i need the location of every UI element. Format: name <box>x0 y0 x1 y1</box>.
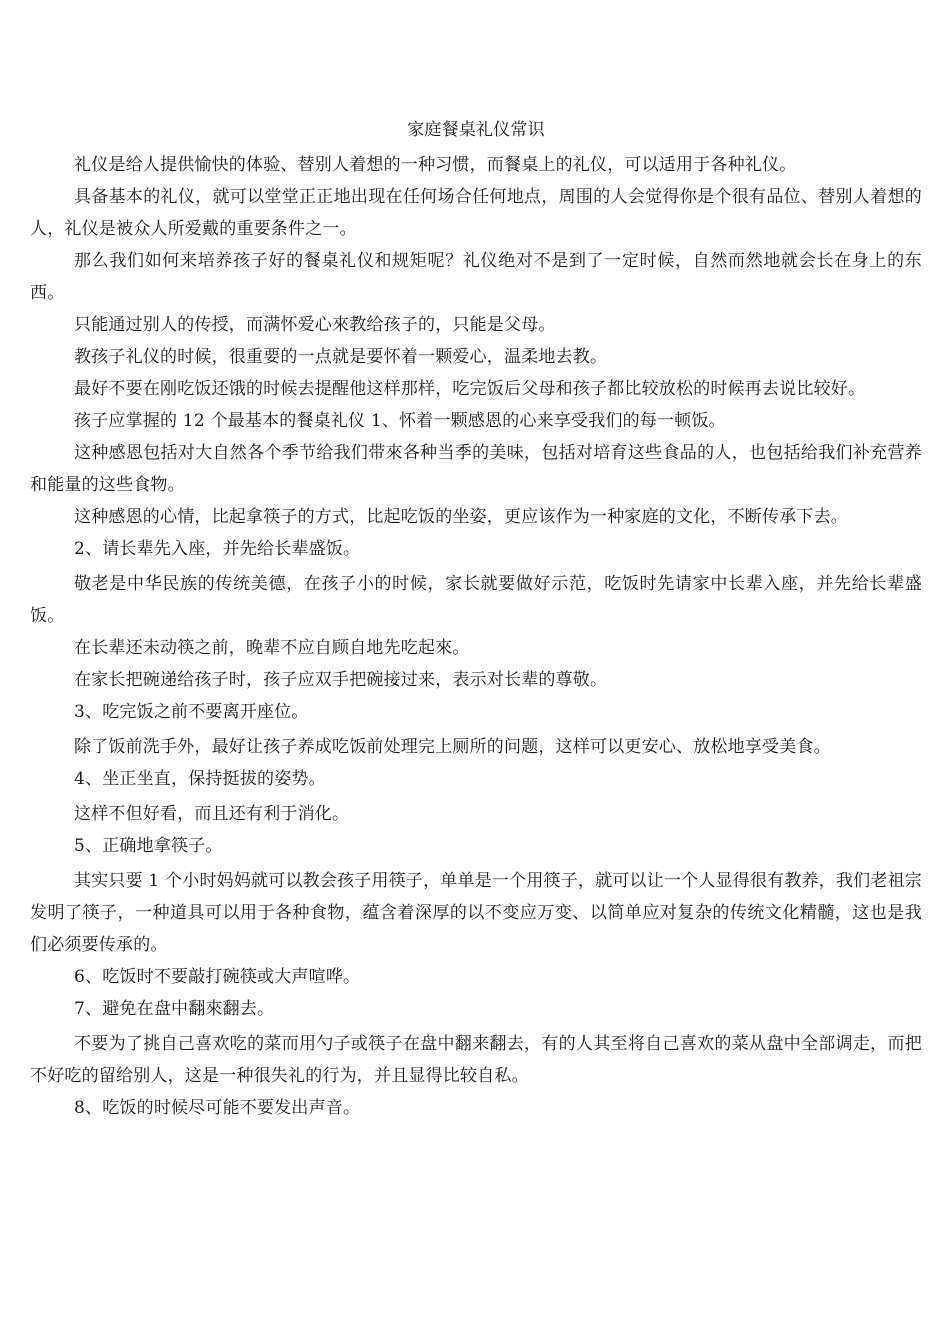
section-heading: 8、吃饭的时候尽可能不要发出声音。 <box>74 1098 361 1118</box>
section-heading: 4、坐正坐直，保持挺拔的姿势。 <box>74 769 326 789</box>
section-heading: 7、避免在盘中翻來翻去。 <box>74 999 275 1019</box>
paragraph: 那么我们如何来培养孩子好的餐桌礼仪和规矩呢？礼仪绝对不是到了一定时候，自然而然地就会长在身上的东西。 <box>30 251 922 303</box>
section-heading: 3、吃完饭之前不要离开座位。 <box>74 702 309 722</box>
paragraph: 除了饭前洗手外，最好让孩子养成吃饭前处理完上厕所的问题，这样可以更安心、放松地享受美食。 <box>74 737 831 757</box>
paragraph: 这样不但好看，而且还有利于消化。 <box>74 804 350 824</box>
section-heading: 5、正确地拿筷子。 <box>74 836 223 856</box>
paragraph: 这种感恩的心情，比起拿筷子的方式，比起吃饭的坐姿，更应该作为一种家庭的文化，不断传承下去。 <box>74 507 848 527</box>
paragraph: 这种感恩包括对大自然各个季节给我们带來各种当季的美味，包括对培育这些食品的人，也包括给我们补充营养和能量的这些食物。 <box>30 443 922 495</box>
paragraph: 其实只要 1 个小时妈妈就可以教会孩子用筷子，单单是一个用筷子，就可以让一个人显得很有教养，我们老祖宗发明了筷子，一种道具可以用于各种食物，蕴含着深厚的以不变应万变、以简单应对复杂的传统文化精髓，这也是我们必须要传承的。 <box>30 871 922 955</box>
section-heading: 2、请长辈先入座，并先给长辈盛饭。 <box>74 539 361 559</box>
paragraph: 只能通过别人的传授，而满怀爱心來教给孩子的，只能是父母。 <box>74 315 556 335</box>
paragraph: 具备基本的礼仪，就可以堂堂正正地出现在任何场合任何地点，周围的人会觉得你是个很有品位、替别人着想的人，礼仪是被众人所爱戴的重要条件之一。 <box>30 187 922 239</box>
paragraph: 在长辈还未动筷之前，晚辈不应自顾自地先吃起來。 <box>74 638 470 658</box>
paragraph: 礼仪是给人提供愉快的体验、替别人着想的一种习惯，而餐桌上的礼仪，可以适用于各种礼仪。 <box>74 155 797 175</box>
document-page <box>30 114 922 1124</box>
section-heading: 6、吃饭时不要敲打碗筷或大声喧哗。 <box>74 967 361 987</box>
paragraph: 孩子应掌握的 12 个最基本的餐桌礼仪 1、怀着一颗感恩的心来享受我们的每一顿饭。 <box>74 411 726 431</box>
paragraph: 不要为了挑自己喜欢吃的菜而用勺子或筷子在盘中翻来翻去，有的人其至将自己喜欢的菜从盘中全部调走，而把不好吃的留给别人，这是一种很失礼的行为，并且显得比较自私。 <box>30 1034 922 1086</box>
paragraph: 在家长把碗递给孩子时，孩子应双手把碗接过来，表示对长辈的尊敬。 <box>74 670 608 690</box>
paragraph: 最好不要在刚吃饭还饿的时候去提醒他这样那样，吃完饭后父母和孩子都比较放松的时候再去说比较好。 <box>74 379 866 399</box>
paragraph: 敬老是中华民族的传统美德，在孩子小的时候，家长就要做好示范，吃饭时先请家中长辈入座，并先给长辈盛饭。 <box>30 574 922 626</box>
paragraph: 教孩子礼仪的时候，很重要的一点就是要怀着一颗爱心，温柔地去教。 <box>74 347 608 367</box>
document-title: 家庭餐桌礼仪常识 <box>407 120 545 140</box>
